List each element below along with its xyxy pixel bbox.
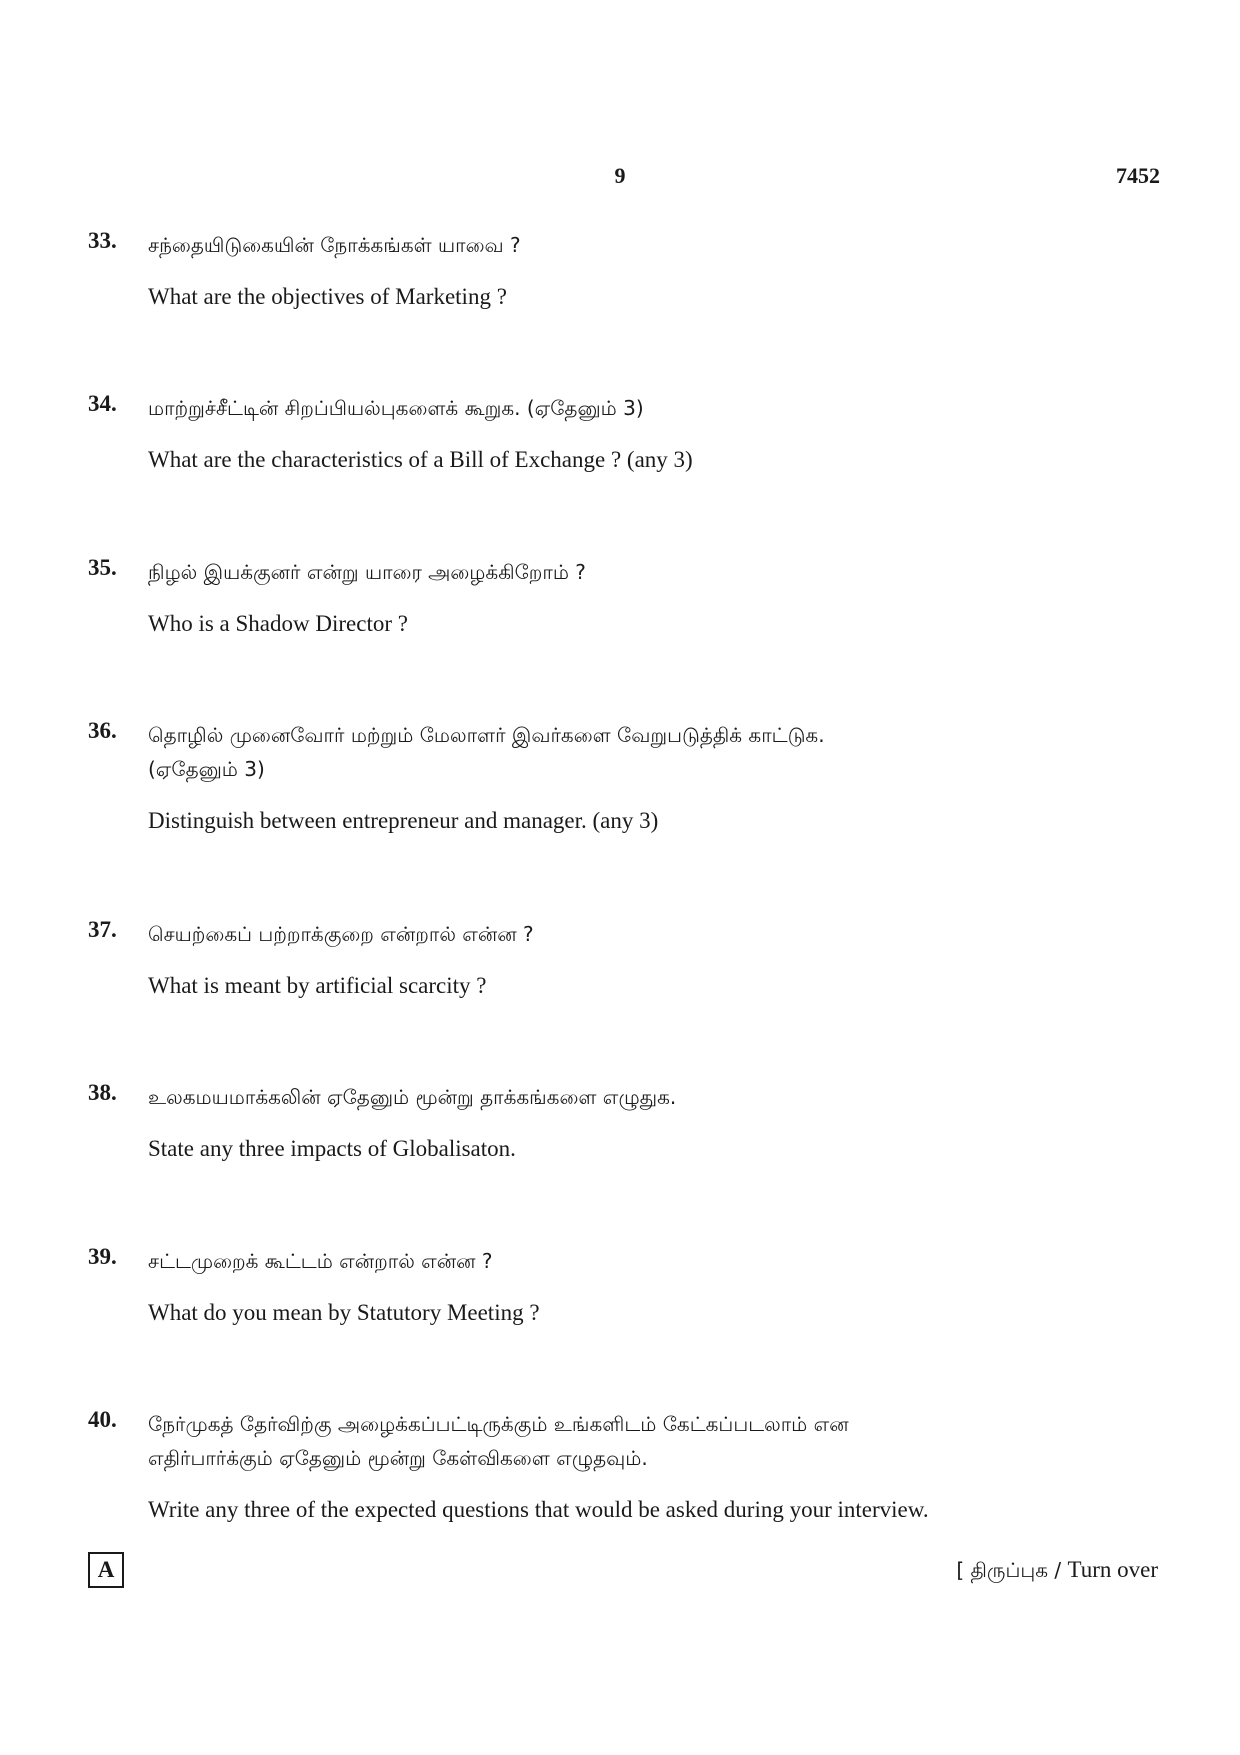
question-number: 40. xyxy=(88,1407,117,1432)
question-number: 38. xyxy=(88,1080,117,1105)
question-english-text: Write any three of the expected questions that would be asked during your interview. xyxy=(148,1497,929,1522)
question-english-text: What is meant by artificial scarcity ? xyxy=(148,973,487,998)
paper-code: 7452 xyxy=(1116,163,1160,188)
version-letter-box: A xyxy=(88,1552,124,1588)
question-tamil-text: சந்தையிடுகையின் நோக்கங்கள் யாவை ? xyxy=(148,233,521,257)
question-38 xyxy=(88,1080,1148,1164)
question-number: 39. xyxy=(88,1244,117,1269)
question-36 xyxy=(88,718,1148,836)
page-number: 9 xyxy=(614,163,626,188)
turn-over-tamil: [ திருப்புக / xyxy=(956,1558,1062,1582)
question-33 xyxy=(88,228,1148,312)
question-english-text: What are the characteristics of a Bill of Exchange ? (any 3) xyxy=(148,447,693,472)
question-tamil-text-line-2: (ஏதேனும் 3) xyxy=(148,757,265,781)
question-35 xyxy=(88,555,1148,639)
question-34 xyxy=(88,391,1148,475)
question-tamil-text-line-2: எதிர்பார்க்கும் ஏதேனும் மூன்று கேள்விகளை எழுதவும். xyxy=(148,1446,648,1470)
question-number: 37. xyxy=(88,917,117,942)
question-number: 36. xyxy=(88,718,117,743)
question-english-text: State any three impacts of Globalisaton. xyxy=(148,1136,516,1161)
question-39 xyxy=(88,1244,1148,1328)
question-english-text: Who is a Shadow Director ? xyxy=(148,611,408,636)
question-tamil-text-line-1: நேர்முகத் தேர்விற்கு அழைக்கப்பட்டிருக்கும் உங்களிடம் கேட்கப்படலாம் என xyxy=(148,1412,849,1436)
question-tamil-text: மாற்றுச்சீட்டின் சிறப்பியல்புகளைக் கூறுக. (ஏதேனும் 3) xyxy=(148,396,644,420)
question-tamil-text-line-1: தொழில் முனைவோர் மற்றும் மேலாளர் இவர்களை வேறுபடுத்திக் காட்டுக. xyxy=(148,723,825,747)
question-english-text: What do you mean by Statutory Meeting ? xyxy=(148,1300,540,1325)
turn-over-note xyxy=(956,1557,1158,1585)
question-english-text: Distinguish between entrepreneur and manager. (any 3) xyxy=(148,808,659,833)
question-number: 33. xyxy=(88,228,117,253)
question-40 xyxy=(88,1407,1148,1525)
question-number: 35. xyxy=(88,555,117,580)
turn-over-english: Turn over xyxy=(1067,1557,1158,1582)
question-number: 34. xyxy=(88,391,117,416)
question-tamil-text: உலகமயமாக்கலின் ஏதேனும் மூன்று தாக்கங்களை எழுதுக. xyxy=(148,1085,677,1109)
question-tamil-text: நிழல் இயக்குனர் என்று யாரை அழைக்கிறோம் ? xyxy=(148,560,586,584)
question-tamil-text: சட்டமுறைக் கூட்டம் என்றால் என்ன ? xyxy=(148,1249,493,1273)
question-english-text: What are the objectives of Marketing ? xyxy=(148,284,507,309)
question-37 xyxy=(88,917,1148,1001)
question-tamil-text: செயற்கைப் பற்றாக்குறை என்றால் என்ன ? xyxy=(148,922,534,946)
